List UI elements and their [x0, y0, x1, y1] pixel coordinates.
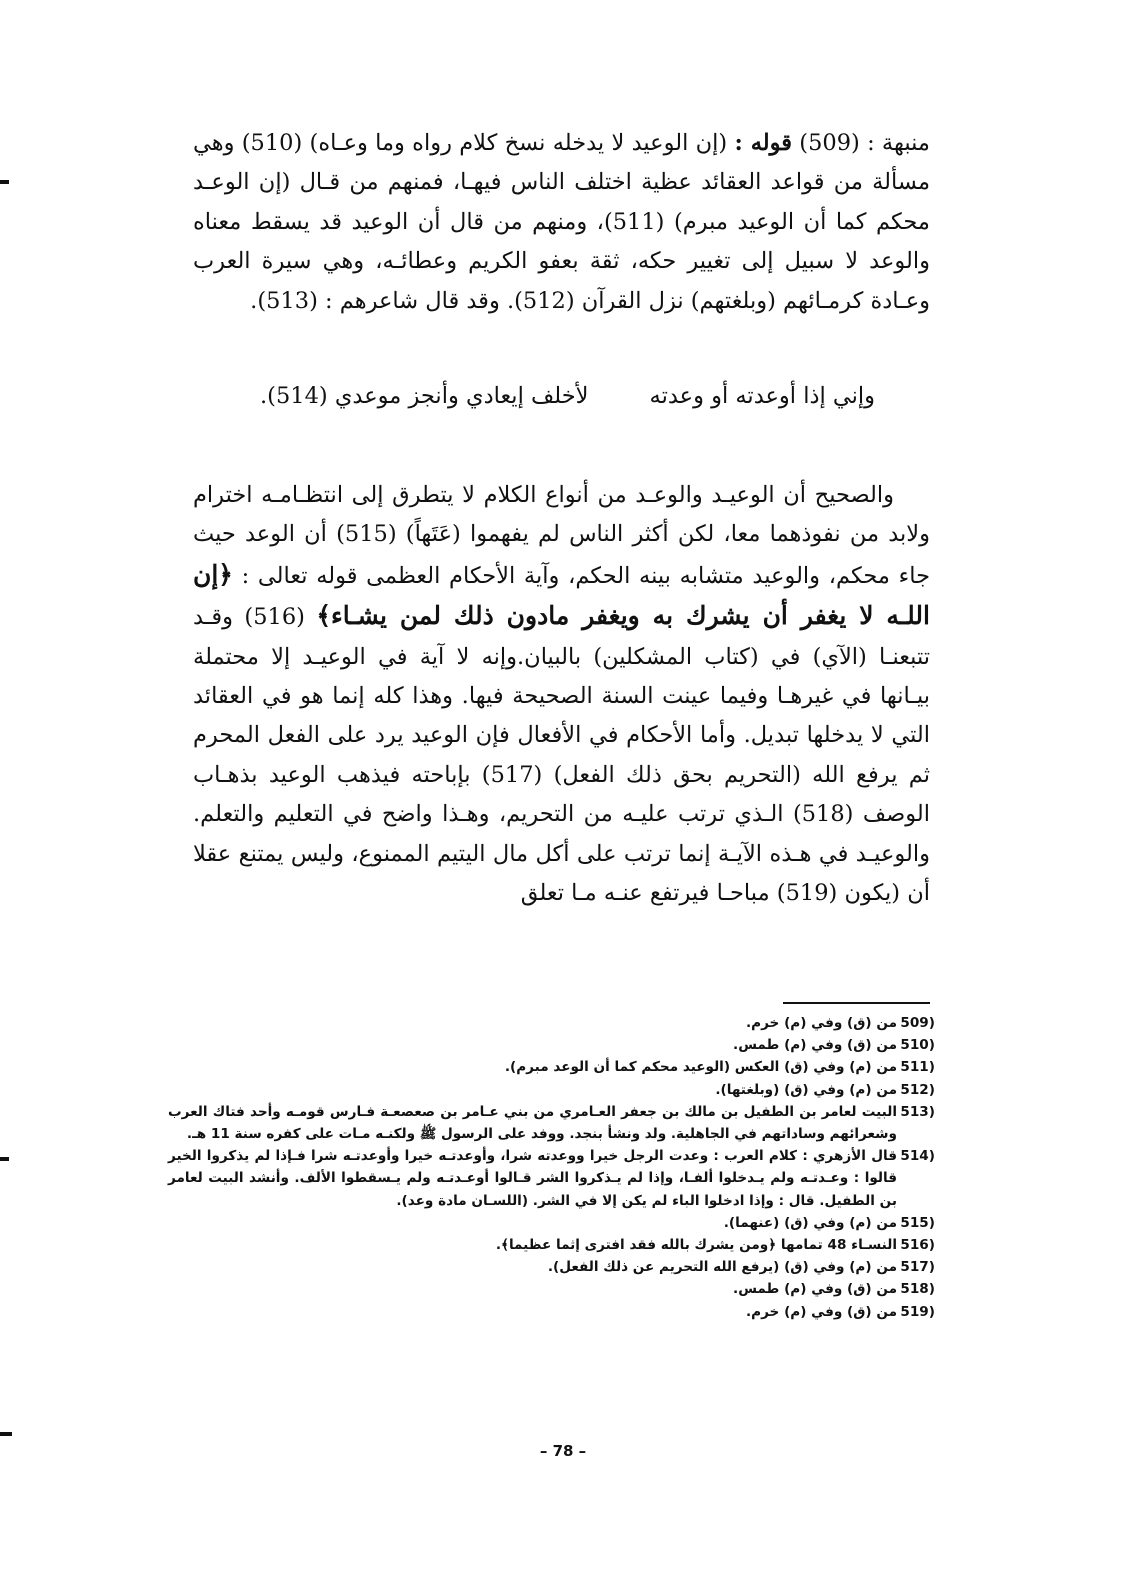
scan-edge-mark — [0, 180, 9, 184]
footnote-number: (513 — [900, 1103, 935, 1120]
footnote-item — [168, 1079, 935, 1101]
verse-hemistich-2: لأخلف إيعادي وأنجز موعدي (514). — [260, 383, 589, 409]
scan-edge-mark — [0, 1157, 9, 1161]
footnote-number: (514 — [900, 1148, 935, 1165]
footnote-text: من (ق) وفي (م) خرم. — [745, 1015, 897, 1031]
para2-part2: (516) وقـد تتبعنـا (الآي) في (كتاب المشكلين) بالبيان.وإنه لا آية في الوعيـد إلا محتملة بيـانها في غيرهـا وفيما عينت السنة الصحيحة فيها. وهذا كله إنما هو في العقائد التي لا يدخلها تبديل. وأما الأحكام في الأفعال فإن الوعيد يرد على الفعل المحرم ثم يرفع الله (التحريم بحق ذلك الفعل) (517) بإباحته فيذهب الوعيد بذهـاب الوصف (518) الـذي ترتب عليـه من التحريم، وهـذا واضح في التعليم والتعلم. والوعيـد في هـذه الآيـة إنما ترتب على أكل مال اليتيم الممنوع، وليس يمتنع عقلا أن (يكون (519) مباحـا فيرتفع عنـه مـا تعلق — [193, 604, 930, 907]
footnote-text: النسـاء 48 تمامها ﴿ومن يشرك بالله فقد افترى إثما عظيما﴾. — [495, 1237, 897, 1254]
footnote-text: من (م) وفي (ق) (عنهما). — [723, 1214, 897, 1231]
footnote-number: (509 — [900, 1015, 935, 1031]
para1-bold-label: قوله : — [734, 130, 792, 156]
footnote-item — [168, 1145, 935, 1212]
footnote-number: (517 — [900, 1259, 935, 1276]
footnote-text: من (م) وفي (ق) (يرفع الله التحريم عن ذلك الفعل). — [547, 1259, 897, 1276]
footnote-text: من (م) وفي (ق) (وبلغتها). — [715, 1081, 897, 1098]
para1-body: (إن الوعيد لا يدخله نسخ كلام رواه وما وعـاه) (510) وهي مسألة من قواعد العقائد عظية اختلف الناس فيهـا، فمنهم من قـال (إن الوعـد محكم كما أن الوعيد مبرم) (511)، ومنهم من قال أن الوعيد قد يسقط معناه والوعد لا سبيل إلى تغيير حكه، ثقة بعفو الكريم وعطائـه، وهي سيرة العرب وعـادة كرمـائهم (وبلغتهم) نزل القرآن (512). وقد قال شاعرهم : (513). — [193, 130, 930, 314]
footnote-number: (512 — [900, 1081, 935, 1098]
footnote-item — [168, 1301, 935, 1323]
para1-lead: منبهة : (509) — [792, 130, 930, 156]
footnote-text: من (ق) وفي (م) خرم. — [745, 1303, 897, 1320]
footnote-item — [168, 1278, 935, 1300]
footnote-number: (511 — [900, 1059, 935, 1076]
footnote-item — [168, 1256, 935, 1278]
poetry-verse — [260, 376, 875, 416]
footnote-text: من (ق) وفي (م) طمس. — [733, 1037, 897, 1054]
footnote-text: قال الأزهري : كلام العرب : وعدت الرجل خيرا ووعدته شرا، وأوعدتـه خيرا وأوعدتـه شرا فـإذا لم يذكروا الخير قالوا : وعـدتـه ولم يـدخلوا ألفـا، وإذا لم يـذكروا الشر قـالوا أوعـدتـه ولم يـسقطوا الألف. وأنشد البيت لعامر بن الطفيل. قال : وإذا ادخلوا الباء لم يكن إلا في الشر. (اللسـان مادة وعد). — [168, 1148, 897, 1209]
footnote-item — [168, 1234, 935, 1256]
footnote-text: من (م) وفي (ق) العكس (الوعيد محكم كما أن الوعد مبرم). — [504, 1059, 897, 1076]
footnote-number: (519 — [900, 1303, 935, 1320]
quran-verse: ﴿إن اللـه لا يغفر أن يشرك به ويغفر مادون ذلك لمن يشـاء﴾ — [193, 559, 930, 631]
scan-edge-mark — [0, 1432, 12, 1436]
footnote-separator — [783, 1002, 930, 1004]
footnote-text: من (ق) وفي (م) طمس. — [733, 1281, 897, 1298]
para2-part1: والصحيح أن الوعيـد والوعـد من أنواع الكلام لا يتطرق إلى انتظـامـه اخترام ولابد من نفوذهما معا، لكن أكثر الناس لم يفهموا (عَتَهاً) (515) أن الوعد حيث جاء محكم، والوعيد متشابه بينه الحكم، وآية الأحكام العظمى قوله تعالى : — [193, 482, 930, 589]
footnote-number: (516 — [900, 1237, 935, 1254]
main-paragraph-1 — [193, 124, 930, 321]
footnote-item — [168, 1212, 935, 1234]
page-number: – 78 – — [539, 1442, 587, 1460]
footnote-text: البيت لعامر بن الطفيل بن مالك بن جعفر العـامري من بني عـامر بن صعصعـة فـارس قومـه وأحد فتاك العرب وشعرائهم وساداتهم في الجاهلية. ولد ونشأ بنجد. ووفد على الرسول ﷺ ولكنـه مـات على كفره سنة 11 هـ. — [168, 1103, 897, 1143]
footnote-item — [168, 1101, 935, 1145]
main-paragraph-2 — [193, 476, 930, 913]
footnote-item — [168, 1012, 935, 1034]
footnote-number: (515 — [900, 1214, 935, 1231]
verse-hemistich-1: وإني إذا أوعدته أو وعدته — [649, 383, 875, 409]
footnote-item — [168, 1034, 935, 1056]
footnote-number: (510 — [900, 1037, 935, 1054]
footnotes-list — [168, 1012, 935, 1323]
footnote-item — [168, 1056, 935, 1078]
footnote-number: (518 — [900, 1281, 935, 1298]
